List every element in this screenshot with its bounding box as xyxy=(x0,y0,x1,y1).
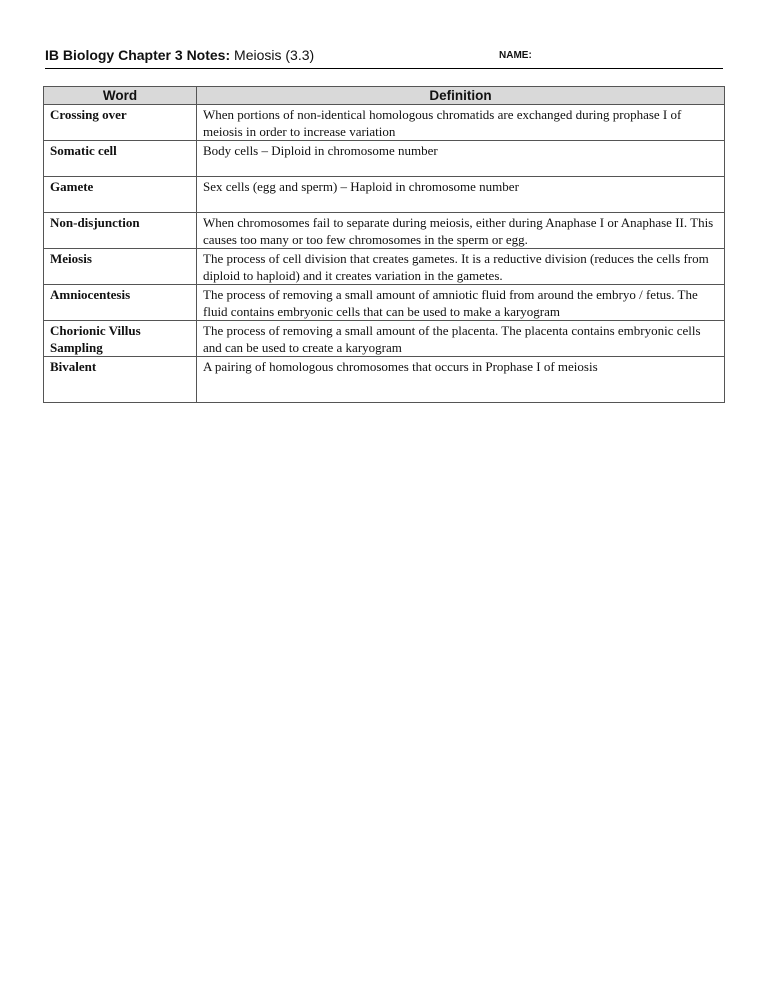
column-header-word: Word xyxy=(44,87,197,105)
title-bold: IB Biology Chapter 3 Notes: xyxy=(45,47,231,63)
table-row xyxy=(44,213,725,249)
vocabulary-table xyxy=(43,86,725,403)
term-meiosis: Meiosis xyxy=(44,249,197,285)
definition-bivalent: A pairing of homologous chromosomes that occurs in Prophase I of meiosis xyxy=(197,357,725,403)
definition-crossing-over: When portions of non-identical homologous chromatids are exchanged during prophase I of meiosis in order to increase variation xyxy=(197,105,725,141)
table-row xyxy=(44,285,725,321)
column-header-definition: Definition xyxy=(197,87,725,105)
term-somatic-cell: Somatic cell xyxy=(44,141,197,177)
name-label: NAME: xyxy=(499,50,532,61)
definition-meiosis: The process of cell division that creates gametes. It is a reductive division (reduces the cells from diploid to haploid) and it creates variation in the gametes. xyxy=(197,249,725,285)
table-row xyxy=(44,321,725,357)
definition-amniocentesis: The process of removing a small amount of amniotic fluid from around the embryo / fetus. The fluid contains embryonic cells that can be used to make a karyogram xyxy=(197,285,725,321)
table-row xyxy=(44,357,725,403)
definition-non-disjunction: When chromosomes fail to separate during meiosis, either during Anaphase I or Anaphase II. This causes too many or too few chromosomes in the sperm or egg. xyxy=(197,213,725,249)
page-title xyxy=(45,46,314,64)
table-row xyxy=(44,105,725,141)
table-header-row xyxy=(44,87,725,105)
table-row xyxy=(44,177,725,213)
table-row xyxy=(44,141,725,177)
definition-somatic-cell: Body cells – Diploid in chromosome number xyxy=(197,141,725,177)
title-topic: Meiosis (3.3) xyxy=(234,47,315,63)
term-gamete: Gamete xyxy=(44,177,197,213)
term-amniocentesis: Amniocentesis xyxy=(44,285,197,321)
table-row xyxy=(44,249,725,285)
term-chorionic-villus-sampling: Chorionic Villus Sampling xyxy=(44,321,197,357)
term-crossing-over: Crossing over xyxy=(44,105,197,141)
term-bivalent: Bivalent xyxy=(44,357,197,403)
term-non-disjunction: Non-disjunction xyxy=(44,213,197,249)
definition-gamete: Sex cells (egg and sperm) – Haploid in chromosome number xyxy=(197,177,725,213)
definition-chorionic-villus-sampling: The process of removing a small amount of the placenta. The placenta contains embryonic cells and can be used to create a karyogram xyxy=(197,321,725,357)
document-header xyxy=(45,46,723,69)
